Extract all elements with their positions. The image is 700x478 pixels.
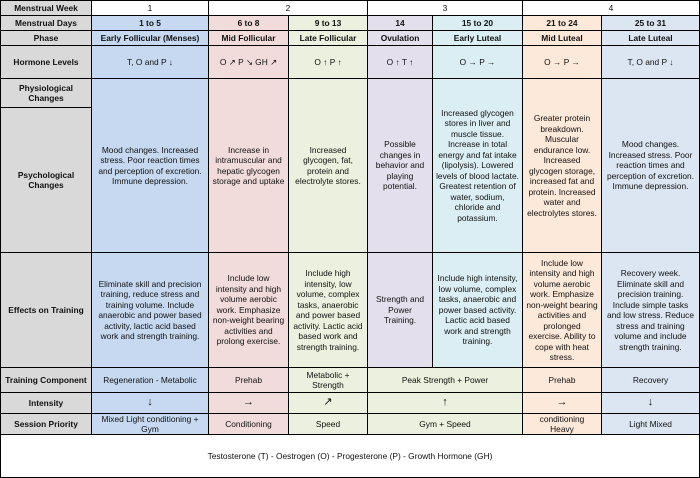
row-label-menstrual-days: Menstrual Days	[1, 16, 91, 30]
row-label-physiological-changes: Physiological Changes	[1, 79, 91, 107]
effects-cell: Include high intensity, low volume, complex tasks, anaerobic and power based activity. Lactic acid based work and strength training.	[289, 253, 367, 367]
effects-cell: Eliminate skill and precision training, reduce stress and training volume. Include anaerobic and power based activity, lactic acid based work and strength training.	[92, 253, 208, 367]
row-label-effects-on-training: Effects on Training	[1, 253, 91, 367]
priority-cell: Gym + Speed	[368, 414, 522, 434]
hormone-cell: O → P →	[433, 46, 522, 78]
row-label-hormone-levels: Hormone Levels	[1, 46, 91, 78]
hormone-cell: O → P →	[523, 46, 601, 78]
intensity-arrow-icon: ↑	[368, 393, 522, 413]
effects-cell: Include low intensity and high volume aerobic work. Emphasize non-weight bearing activities and prolonged exercise. Ability to cope with heat stress.	[523, 253, 601, 367]
hormone-legend: Testosterone (T) - Oestrogen (O) - Progesterone (P) - Growth Hormone (GH)	[1, 435, 699, 477]
component-cell: Metabolic + Strength	[289, 368, 367, 392]
priority-cell: Light Mixed	[602, 414, 699, 434]
physiological-cell: Possible changes in behavior and playing potential.	[368, 79, 432, 252]
physiological-cell: Greater protein breakdown. Muscular endurance low. Increased glycogen storage, increased fat and protein. Increased water and electrolytes stores.	[523, 79, 601, 252]
intensity-arrow-icon: →	[209, 393, 288, 413]
week-2-header: 2	[209, 1, 367, 15]
physiological-cell: Increased glycogen stores in liver and muscle tissue. Increase in total energy and fat intake (lipolysis). Lowered levels of blood lactate. Greatest retention of water, sodium, chloride and potassium.	[433, 79, 522, 252]
effects-cell: Strength and Power Training.	[368, 253, 432, 367]
days-cell: 9 to 13	[289, 16, 367, 30]
priority-cell: Conditioning	[209, 414, 288, 434]
physiological-cell: Mood changes. Increased stress. Poor reaction times and perception of excretion. Immune depression.	[602, 79, 699, 252]
days-cell: 14	[368, 16, 432, 30]
row-label-training-component: Training Component	[1, 368, 91, 392]
effects-cell: Recovery week. Eliminate skill and precision training. Include simple tasks and low stress. Reduce stress and training volume and include strength training.	[602, 253, 699, 367]
row-label-intensity: Intensity	[1, 393, 91, 413]
phase-cell: Early Follicular (Menses)	[92, 31, 208, 45]
hormone-cell: T, O and P ↓	[92, 46, 208, 78]
physiological-cell: Mood changes. Increased stress. Poor reaction times and perception of excretion. Immune depression.	[92, 79, 208, 252]
component-cell: Prehab	[209, 368, 288, 392]
hormone-cell: O ↑ P ↑	[289, 46, 367, 78]
component-cell: Recovery	[602, 368, 699, 392]
component-cell: Regeneration - Metabolic	[92, 368, 208, 392]
hormone-cell: O ↑ T ↑	[368, 46, 432, 78]
phase-cell: Late Follicular	[289, 31, 367, 45]
hormone-cell: T, O and P ↓	[602, 46, 699, 78]
week-3-header: 3	[368, 1, 522, 15]
week-1-header: 1	[92, 1, 208, 15]
days-cell: 15 to 20	[433, 16, 522, 30]
priority-cell: conditioning Heavy	[523, 414, 601, 434]
effects-cell: Include low intensity and high volume aerobic work. Emphasize non-weight bearing activities and prolong exercise.	[209, 253, 288, 367]
days-cell: 1 to 5	[92, 16, 208, 30]
row-label-phase: Phase	[1, 31, 91, 45]
week-4-header: 4	[523, 1, 699, 15]
phase-cell: Ovulation	[368, 31, 432, 45]
intensity-arrow-icon: ↗	[289, 393, 367, 413]
priority-cell: Mixed Light conditioning + Gym	[92, 414, 208, 434]
row-label-session-priority: Session Priority	[1, 414, 91, 434]
days-cell: 25 to 31	[602, 16, 699, 30]
hormone-cell: O ↗ P ↘ GH ↗	[209, 46, 288, 78]
component-cell: Prehab	[523, 368, 601, 392]
physiological-cell: Increase in intramuscular and hepatic glycogen storage and uptake	[209, 79, 288, 252]
intensity-arrow-icon: ↓	[92, 393, 208, 413]
priority-cell: Speed	[289, 414, 367, 434]
phase-cell: Mid Luteal	[523, 31, 601, 45]
physiological-cell: Increased glycogen, fat, protein and electrolyte stores.	[289, 79, 367, 252]
row-label-psychological-changes: Psychological Changes	[1, 108, 91, 252]
effects-cell: Include high intensity, low volume, complex tasks, anaerobic and power based activity. Lactic acid based work and strength training.	[433, 253, 522, 367]
intensity-arrow-icon: →	[523, 393, 601, 413]
row-label-menstrual-week: Menstrual Week	[1, 1, 91, 15]
phase-cell: Mid Follicular	[209, 31, 288, 45]
days-cell: 6 to 8	[209, 16, 288, 30]
component-cell: Peak Strength + Power	[368, 368, 522, 392]
phase-cell: Early Luteal	[433, 31, 522, 45]
days-cell: 21 to 24	[523, 16, 601, 30]
intensity-arrow-icon: ↓	[602, 393, 699, 413]
phase-cell: Late Luteal	[602, 31, 699, 45]
